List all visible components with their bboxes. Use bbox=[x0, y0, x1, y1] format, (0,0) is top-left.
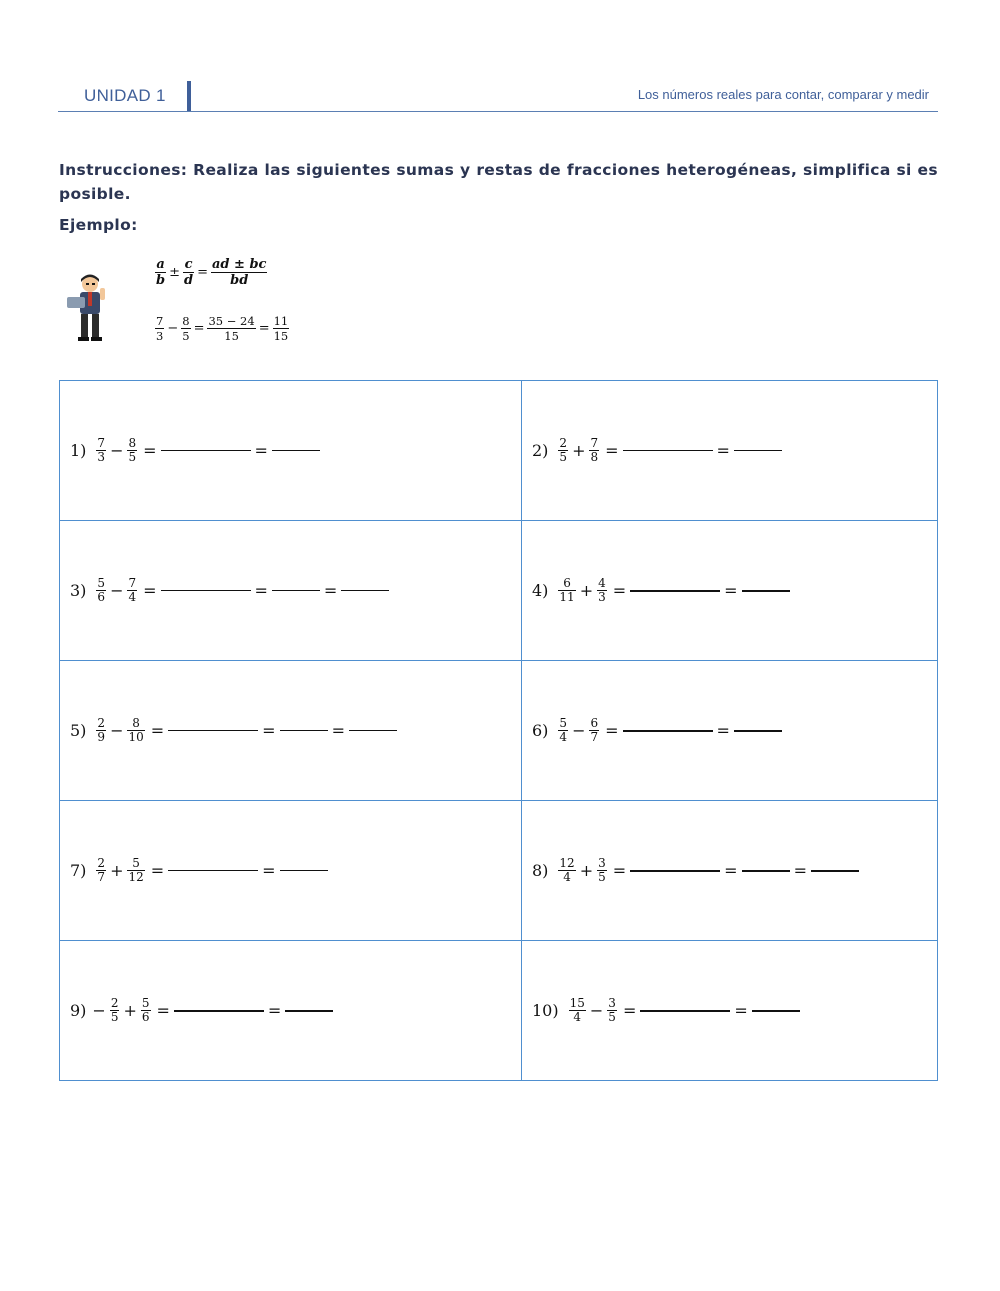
exercise-cell bbox=[522, 381, 938, 521]
unit-title: UNIDAD 1 bbox=[84, 86, 166, 105]
answer-blank[interactable] bbox=[280, 870, 328, 871]
answer-blank[interactable] bbox=[640, 1010, 730, 1012]
exercise-grid bbox=[59, 380, 938, 1081]
answer-blank[interactable] bbox=[752, 1010, 800, 1012]
exercise-cell bbox=[60, 661, 522, 801]
fraction: $\frac{8}{5}$ bbox=[182, 314, 190, 343]
answer-blank[interactable] bbox=[168, 870, 258, 871]
exercise-cell bbox=[60, 521, 522, 661]
fraction: $\frac{7}{3}$ bbox=[156, 314, 164, 343]
general-formula: $\frac{a}{b}$ ± $\frac{c}{d}$ = $\frac{ad \pm bc}{bd}$ bbox=[156, 257, 267, 288]
answer-blank[interactable] bbox=[811, 870, 859, 872]
answer-blank[interactable] bbox=[272, 450, 320, 451]
answer-blank[interactable] bbox=[161, 590, 251, 591]
answer-blank[interactable] bbox=[623, 730, 713, 732]
answer-blank[interactable] bbox=[630, 870, 720, 872]
instructions-text: Instrucciones: Realiza las siguientes sumas y restas de fracciones heterogéneas, simplifica si es posible. bbox=[59, 161, 938, 203]
answer-blank[interactable] bbox=[349, 730, 397, 731]
exercise-2: 2) 2 5 + 7 8 = = bbox=[532, 437, 937, 464]
teacher-icon bbox=[59, 270, 119, 344]
exercise-9: 9) − 2 5 + 5 6 = = bbox=[70, 997, 521, 1024]
fraction: $\frac{35 - 24}{15}$ bbox=[208, 314, 255, 343]
worked-example: $\frac{7}{3}$ − $\frac{8}{5}$ = $\frac{35 - 24}{15}$ = $\frac{11}{15}$ bbox=[156, 314, 289, 343]
answer-blank[interactable] bbox=[734, 450, 782, 451]
answer-blank[interactable] bbox=[161, 450, 251, 451]
fraction: $\frac{a}{b}$ bbox=[156, 257, 166, 288]
answer-blank[interactable] bbox=[341, 590, 389, 591]
header-subtitle: Los números reales para contar, comparar y medir bbox=[637, 87, 929, 102]
exercise-6: 6) 5 4 − 6 7 = = bbox=[532, 717, 937, 744]
exercise-10: 10) 15 4 − 3 5 = = bbox=[532, 997, 937, 1024]
answer-blank[interactable] bbox=[623, 450, 713, 451]
header-accent-bar bbox=[187, 81, 191, 112]
answer-blank[interactable] bbox=[168, 730, 258, 731]
exercise-cell bbox=[60, 381, 522, 521]
header-rule bbox=[58, 111, 938, 112]
exercise-3: 3) 5 6 − 7 4 = = = bbox=[70, 577, 521, 604]
exercise-cell bbox=[522, 941, 938, 1081]
answer-blank[interactable] bbox=[734, 730, 782, 732]
exercise-cell bbox=[60, 941, 522, 1081]
exercise-cell bbox=[60, 801, 522, 941]
answer-blank[interactable] bbox=[280, 730, 328, 731]
exercise-7: 7) 2 7 + 5 12 = = bbox=[70, 857, 521, 884]
exercise-1: 1) 7 3 − 8 5 = = bbox=[70, 437, 521, 464]
fraction: $\frac{11}{15}$ bbox=[273, 314, 289, 343]
fraction: $\frac{ad \pm bc}{bd}$ bbox=[212, 257, 267, 288]
exercise-4: 4) 6 11 + 4 3 = = bbox=[532, 577, 937, 604]
answer-blank[interactable] bbox=[742, 870, 790, 872]
exercise-cell bbox=[522, 661, 938, 801]
fraction: $\frac{c}{d}$ bbox=[184, 257, 194, 288]
exercise-cell bbox=[522, 521, 938, 661]
answer-blank[interactable] bbox=[285, 1010, 333, 1012]
answer-blank[interactable] bbox=[174, 1010, 264, 1012]
exercise-5: 5) 2 9 − 8 10 = = = bbox=[70, 717, 521, 744]
example-label: Ejemplo: bbox=[59, 216, 138, 234]
answer-blank[interactable] bbox=[630, 590, 720, 592]
answer-blank[interactable] bbox=[272, 590, 320, 591]
answer-blank[interactable] bbox=[742, 590, 790, 592]
exercise-cell bbox=[522, 801, 938, 941]
exercise-8: 8) 12 4 + 3 5 = = = bbox=[532, 857, 937, 884]
